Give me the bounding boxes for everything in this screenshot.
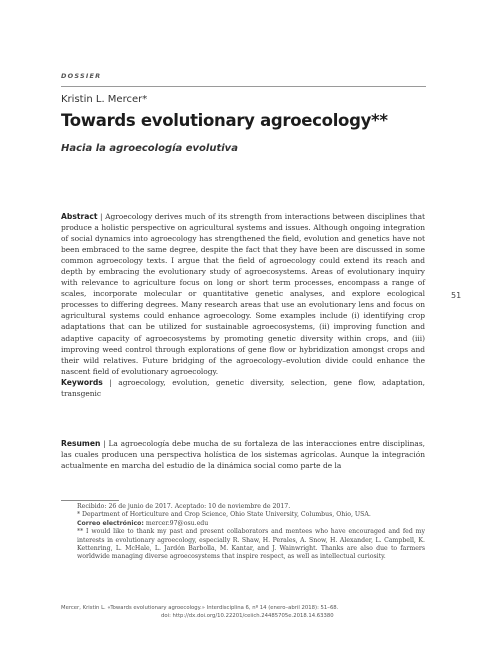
footnotes xyxy=(77,503,425,562)
resumen-block xyxy=(61,438,425,471)
abstract-label: Abstract xyxy=(61,212,98,221)
email-line xyxy=(77,520,425,528)
article-title: Towards evolutionary agroecology** xyxy=(61,111,388,130)
abstract-block xyxy=(61,211,425,399)
email-label: Correo electrónico: xyxy=(77,519,144,527)
author-name: Kristin L. Mercer* xyxy=(61,94,148,105)
received-dates: Recibido: 26 de junio de 2017. Aceptado: 10 de noviembre de 2017. xyxy=(77,503,291,510)
keywords-label: Keywords xyxy=(61,377,103,387)
keywords-block xyxy=(61,377,425,399)
citation-block xyxy=(61,604,426,620)
keywords-text: | agroecology, evolution, genetic diversity, selection, gene flow, adaptation, transgenic xyxy=(61,377,425,398)
resumen-text: | La agroecología debe mucha de su fortaleza de las interacciones entre disciplinas, las cuales producen una perspectiva holística de los sistemas agrícolas. Aunque la integración actualmente en marcha del estudio de la dinámica social como parte de la xyxy=(61,439,425,471)
resumen-label: Resumen xyxy=(61,439,101,448)
page-number: 51 xyxy=(451,291,462,300)
author-affiliation: * Department of Horticulture and Crop Science, Ohio State University, Columbus, Ohio, USA. xyxy=(77,511,371,519)
header-rule xyxy=(61,86,426,87)
acknowledgement: ** I would like to thank my past and present collaborators and mentees who have encouraged and fed my interests in evolutionary agroecology, especially R. Shaw, H. Perales, A. Snow, H. Alexander, L. Campbell, K. Kettenring, L. McHale, L. Jardón Barbolla, M. Kantar, and J. Wainwright. Thanks are also due to farmers worldwide managing diverse agroecosystems that inspire respect, as well as intellectual curiosity. xyxy=(77,528,425,561)
section-label: DOSSIER xyxy=(61,72,102,80)
footnote-rule xyxy=(61,500,119,501)
abstract-text: | Agroecology derives much of its strength from interactions between disciplines that produce a holistic perspective on agricultural systems and issues. Although ongoing integration of social dynamics into agroecology has strengthened the field, evolution and genetics have not been embraced to the same degree, despite the fact that they have been are discussed in some common agroecology texts. I argue that the field of agroecology could extend its reach and depth by embracing the evolutionary study of agroecosystems. Areas of evolutionary inquiry with relevance to agriculture focus on long or short term processes, encompass a range of scales, incorporate molecular or quantitative genetic analyses, and explore ecological processes to differing degrees. Many research areas that use an evolutionary lens and focus on agricultural systems could enhance agroecology. Some examples include (i) identifying crop adaptations that can be utilized for sustainable agroecosystems, (ii) improving function and adaptive capacity of agroecosystems by promoting genetic diversity within crops, and (iii) improving weed control through explorations of gene flow or hybridization amongst crops and their wild relatives. Future bridging of the agroecology–evolution divide could enhance the nascent field of evolutionary agroecology. xyxy=(61,212,425,376)
citation-doi[interactable]: doi: http://dx.doi.org/10.22201/ceiich.24485705e.2018.14.63380 xyxy=(161,613,334,619)
email-address[interactable]: mercer.97@osu.edu xyxy=(145,519,209,527)
citation-reference: Mercer, Kristin L. «Towards evolutionary agroecology.» Interdisciplina 6, nº 14 (enero–abril 2018): 51–68. xyxy=(61,605,339,611)
article-subtitle: Hacia la agroecología evolutiva xyxy=(61,143,238,154)
